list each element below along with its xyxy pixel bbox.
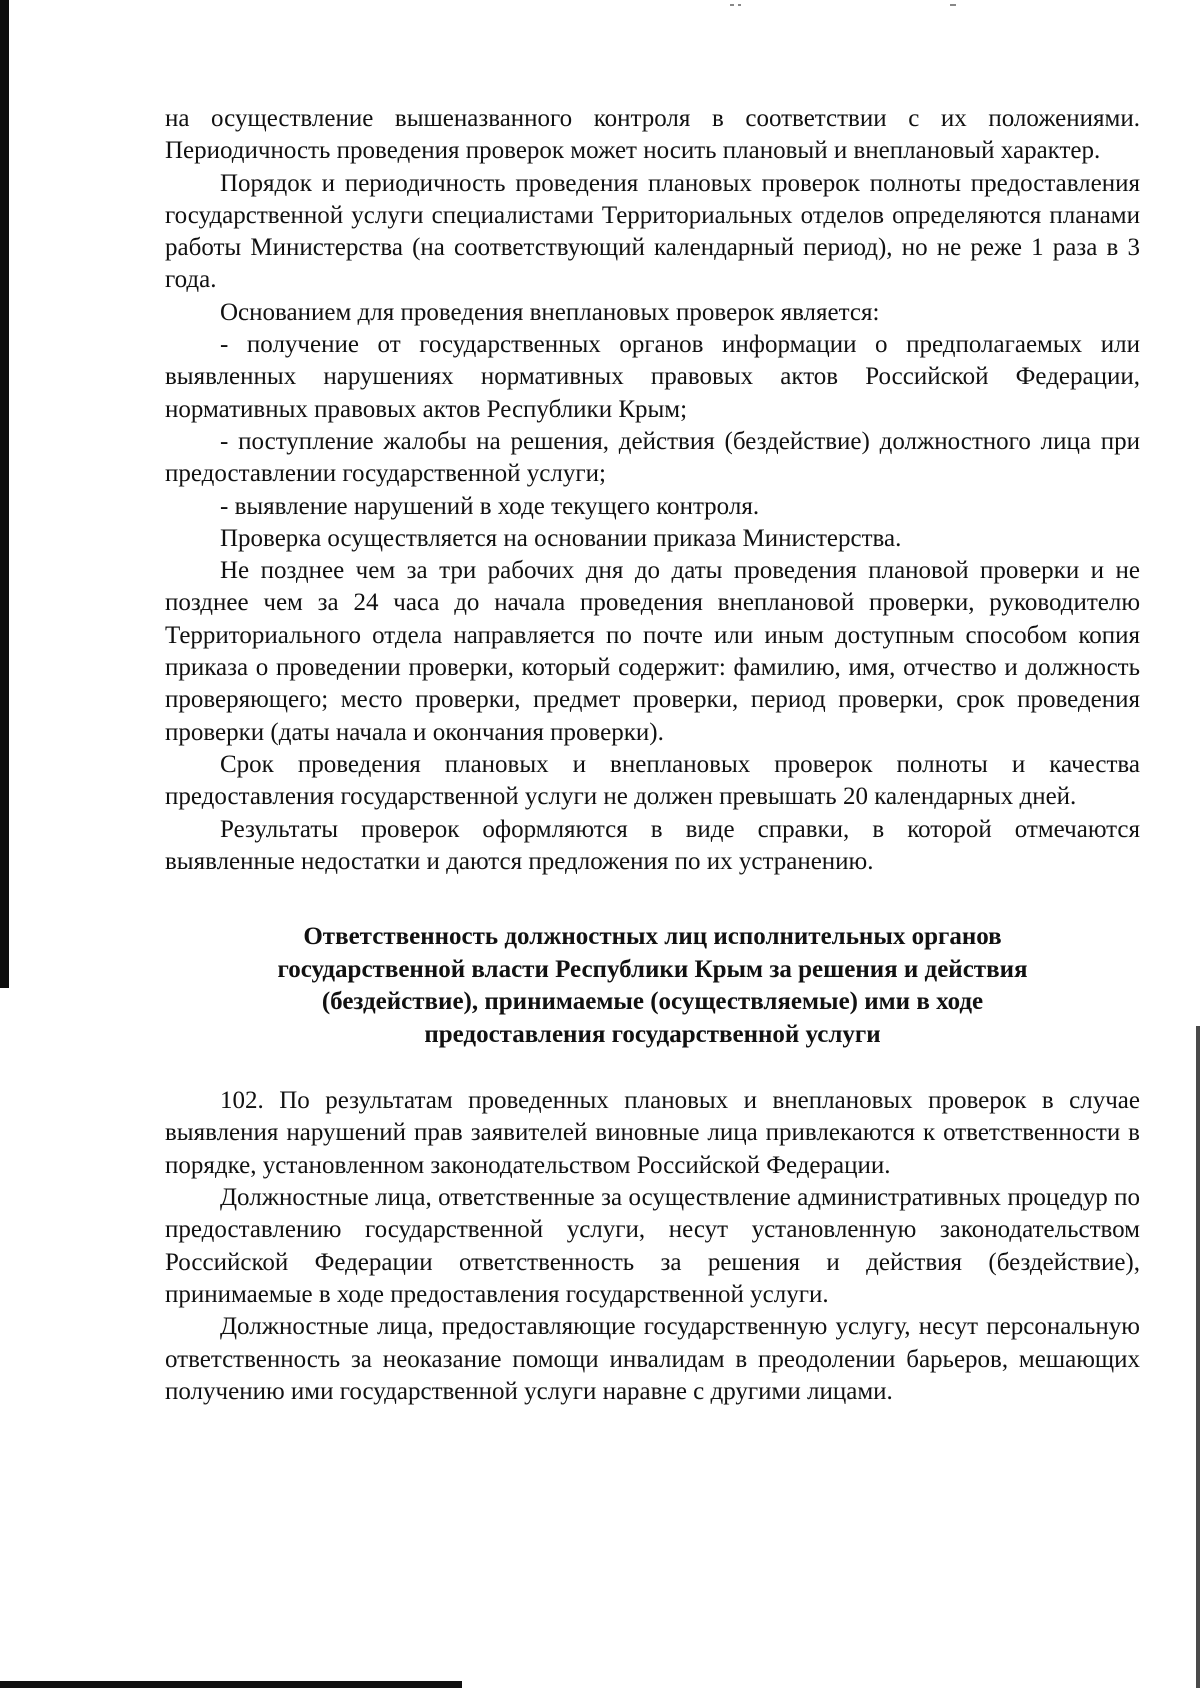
heading-line: государственной власти Республики Крым за решения и действия xyxy=(277,955,1028,983)
document-page xyxy=(165,103,1140,1408)
heading-line: (бездействие), принимаемые (осуществляемые) ими в ходе xyxy=(321,988,984,1016)
scan-edge-left xyxy=(0,0,9,988)
paragraph: Проверка осуществляется на основании приказа Министерства. xyxy=(220,524,902,552)
list-item: - получение от государственных органов информации о предполагаемых или выявленных нарушениях нормативных правовых актов Российской Федерации, нормативных правовых актов Республики Крым; xyxy=(165,331,1140,423)
scan-speck xyxy=(950,4,956,6)
paragraph: Основанием для проведения внеплановых проверок является: xyxy=(220,298,880,326)
paragraph: Должностные лица, ответственные за осуществление административных процедур по предоставлению государственной услуги, несут установленную законодательством Российской Федерации ответственность за решения и действия (бездействие), принимаемые в ходе предоставления государственной услуги. xyxy=(165,1184,1140,1308)
responsibility-section xyxy=(165,1085,1140,1408)
paragraph: Срок проведения плановых и внеплановых проверок полноты и качества предоставления государственной услуги не должен превышать 20 календарных дней. xyxy=(165,750,1140,811)
heading-line: Ответственность должностных лиц исполнительных органов xyxy=(303,923,1002,951)
list-item: - поступление жалобы на решения, действия (бездействие) должностного лица при предоставлении государственной услуги; xyxy=(165,427,1140,488)
paragraph: Должностные лица, предоставляющие государственную услугу, несут персональную ответственность за неоказание помощи инвалидам в преодолении барьеров, мешающих получению ими государственной услуги наравне с другими лицами. xyxy=(165,1313,1140,1405)
paragraph: Порядок и периодичность проведения плановых проверок полноты предоставления государственной услуги специалистами Территориальных отделов определяются планами работы Министерства (на соответствующий календарный период), но не реже 1 раза в 3 года. xyxy=(165,169,1140,294)
paragraph: на осуществление вышеназванного контроля в соответствии с их положениями. Периодичность проведения проверок может носить плановый и внеплановый характер. xyxy=(165,105,1140,165)
heading-line: предоставления государственной услуги xyxy=(424,1020,881,1048)
inspection-section xyxy=(165,103,1140,878)
scan-edge-bottom xyxy=(0,1681,462,1688)
paragraph: Результаты проверок оформляются в виде справки, в которой отмечаются выявленные недостатки и даются предложения по их устранению. xyxy=(165,815,1140,875)
numbered-paragraph: 102. По результатам проведенных плановых и внеплановых проверок в случае выявления нарушений прав заявителей виновные лица привлекаются к ответственности в порядке, установленном законодательством Российской Федерации. xyxy=(165,1087,1140,1179)
scan-speck xyxy=(730,4,734,6)
section-heading xyxy=(185,921,1120,1051)
scan-edge-right xyxy=(1196,1026,1200,1688)
list-item: - выявление нарушений в ходе текущего контроля. xyxy=(220,492,760,520)
scan-speck xyxy=(738,4,741,6)
paragraph: Не позднее чем за три рабочих дня до даты проведения плановой проверки и не позднее чем за 24 часа до начала проведения внеплановой проверки, руководителю Территориального отдела направляется по почте или иным доступным способом копия приказа о проведении проверки, который содержит: фамилию, имя, отчество и должность проверяющего; место проверки, предмет проверки, период проверки, срок проведения проверки (даты начала и окончания проверки). xyxy=(165,557,1140,746)
scan-specks xyxy=(0,0,1200,10)
